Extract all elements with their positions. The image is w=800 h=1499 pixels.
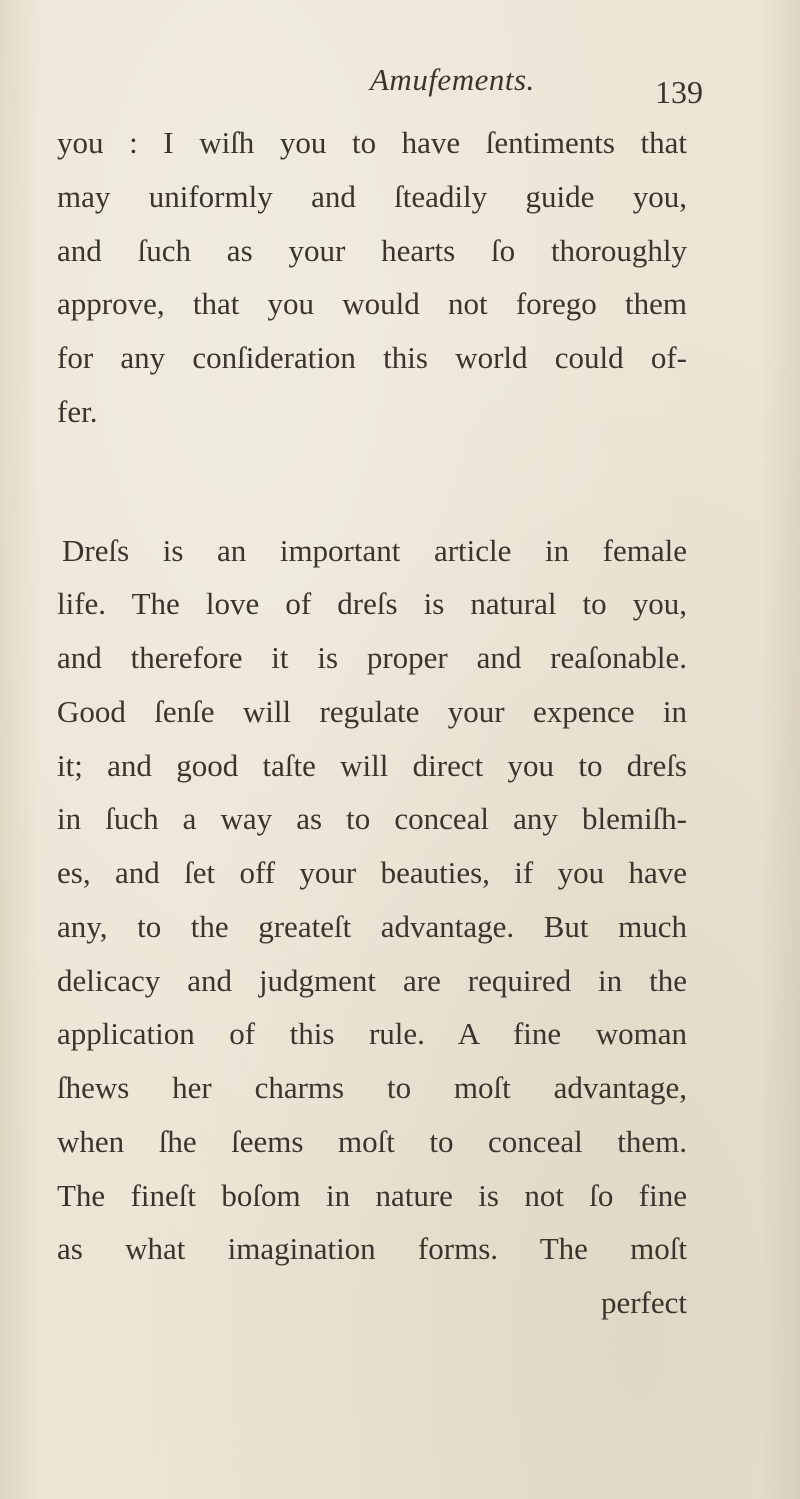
text-line: in ſuch a way as to conceal any blemiſh- — [57, 801, 687, 837]
catchword: perfect — [600, 1285, 687, 1320]
text-line: and therefore it is proper and reaſonable. — [57, 640, 687, 675]
running-head — [0, 60, 800, 110]
text-line: Dreſs is an important article in female — [62, 532, 687, 568]
text-line: for any conſideration this world could of- — [57, 340, 687, 375]
body-text — [57, 116, 687, 1330]
text-line: you : I wiſh you to have ſentiments that — [57, 125, 687, 160]
text-line: life. The love of dreſs is natural to you, — [57, 586, 687, 622]
text-line: when ſhe ſeems moſt to conceal them. — [57, 1123, 687, 1159]
text-line: approve, that you would not forego them — [57, 286, 687, 322]
paragraph-gap — [57, 439, 687, 524]
text-line: may uniformly and ſteadily guide you, — [57, 178, 687, 214]
text-line: delicacy and judgment are required in the — [57, 962, 687, 998]
text-line: ſhews her charms to moſt advantage, — [57, 1070, 687, 1105]
text-line: es, and ſet off your beauties, if you have — [57, 855, 687, 890]
text-line: it; and good taſte will direct you to dreſs — [57, 747, 687, 783]
running-head-title: Amufements. — [370, 62, 535, 97]
page-number: 139 — [655, 74, 703, 110]
text-line: as what imagination forms. The moſt — [57, 1231, 687, 1267]
text-line: fer. — [57, 393, 98, 429]
text-line: any, to the greateſt advantage. But much — [57, 908, 687, 944]
text-line: The fineſt boſom in nature is not ſo fine — [57, 1177, 687, 1213]
text-line: Good ſenſe will regulate your expence in — [57, 693, 687, 729]
text-line: and ſuch as your hearts ſo thoroughly — [57, 232, 687, 268]
text-line: application of this rule. A fine woman — [57, 1016, 687, 1052]
